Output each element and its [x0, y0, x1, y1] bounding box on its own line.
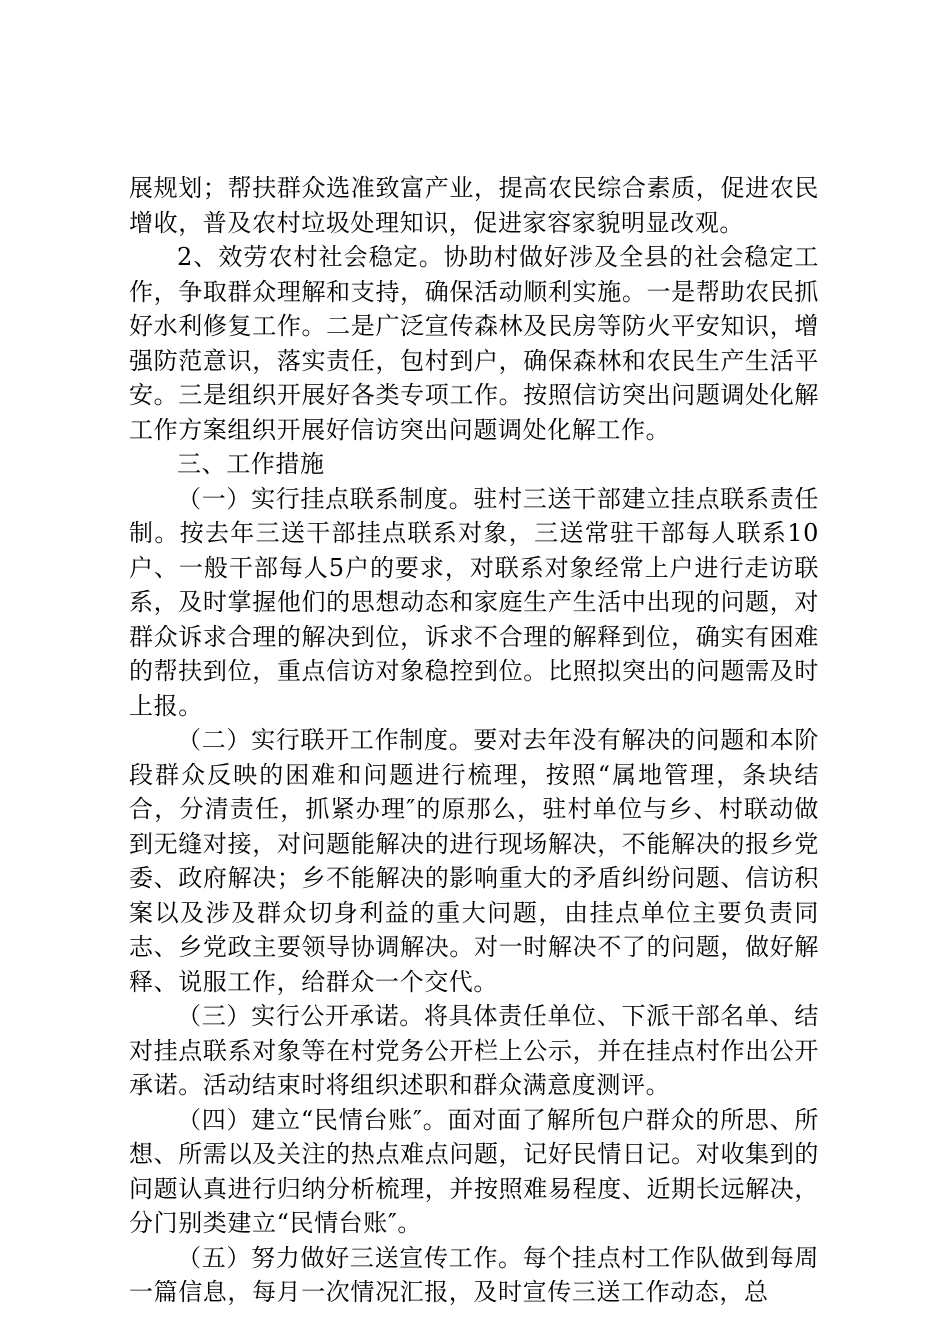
document-body — [129, 171, 819, 1310]
paragraph-measure-5: （五）努力做好三送宣传工作。每个挂点村工作队做到每周一篇信息，每月一次情况汇报，及时宣传三送工作动态，总 — [129, 1243, 819, 1306]
paragraph-measure-4: （四）建立“民情台账″。面对面了解所包户群众的所思、所想、所需以及关注的热点难点问题，记好民情日记。对收集到的问题认真进行归纳分析梳理，并按照难易程度、近期长远解决，分门别类建立“民情台账″。 — [129, 1105, 819, 1237]
paragraph-measure-2: （二）实行联开工作制度。要对去年没有解决的问题和本阶段群众反映的困难和问题进行梳理，按照“属地管理，条块结合，分清责任，抓紧办理″的原那么，驻村单位与乡、村联动做到无缝对接，对问题能解决的进行现场解决，不能解决的报乡党委、政府解决；乡不能解决的影响重大的矛盾纠纷问题、信访积案以及涉及群众切身利益的重大问题，由挂点单位主要负责同志、乡党政主要领导协调解决。对一时解决不了的问题，做好解释、说服工作，给群众一个交代。 — [129, 726, 819, 996]
paragraph-measure-1: （一）实行挂点联系制度。驻村三送干部建立挂点联系责任制。按去年三送干部挂点联系对象，三送常驻干部每人联系10户、一般干部每人5户的要求，对联系对象经常上户进行走访联系，及时掌握他们的思想动态和家庭生产生活中出现的问题，对群众诉求合理的解决到位，诉求不合理的解释到位，确实有困难的帮扶到位，重点信访对象稳控到位。比照拟突出的问题需及时上报。 — [129, 484, 819, 720]
paragraph-1: 展规划；帮扶群众选准致富产业，提高农民综合素质，促进农民增收，普及农村垃圾处理知识，促进家容家貌明显改观。 — [129, 174, 819, 237]
section-heading: 三、工作措施 — [177, 450, 325, 478]
paragraph-2: 2、效劳农村社会稳定。协助村做好涉及全县的社会稳定工作，争取群众理解和支持，确保活动顺利实施。一是帮助农民抓好水利修复工作。二是广泛宣传森林及民房等防火平安知识，增强防范意识，落实责任，包村到户，确保森林和农民生产生活平安。三是组织开展好各类专项工作。按照信访突出问题调处化解工作方案组织开展好信访突出问题调处化解工作。 — [129, 243, 819, 444]
paragraph-measure-3: （三）实行公开承诺。将具体责任单位、下派干部名单、结对挂点联系对象等在村党务公开栏上公示，并在挂点村作出公开承诺。活动结束时将组织述职和群众满意度测评。 — [129, 1002, 819, 1099]
